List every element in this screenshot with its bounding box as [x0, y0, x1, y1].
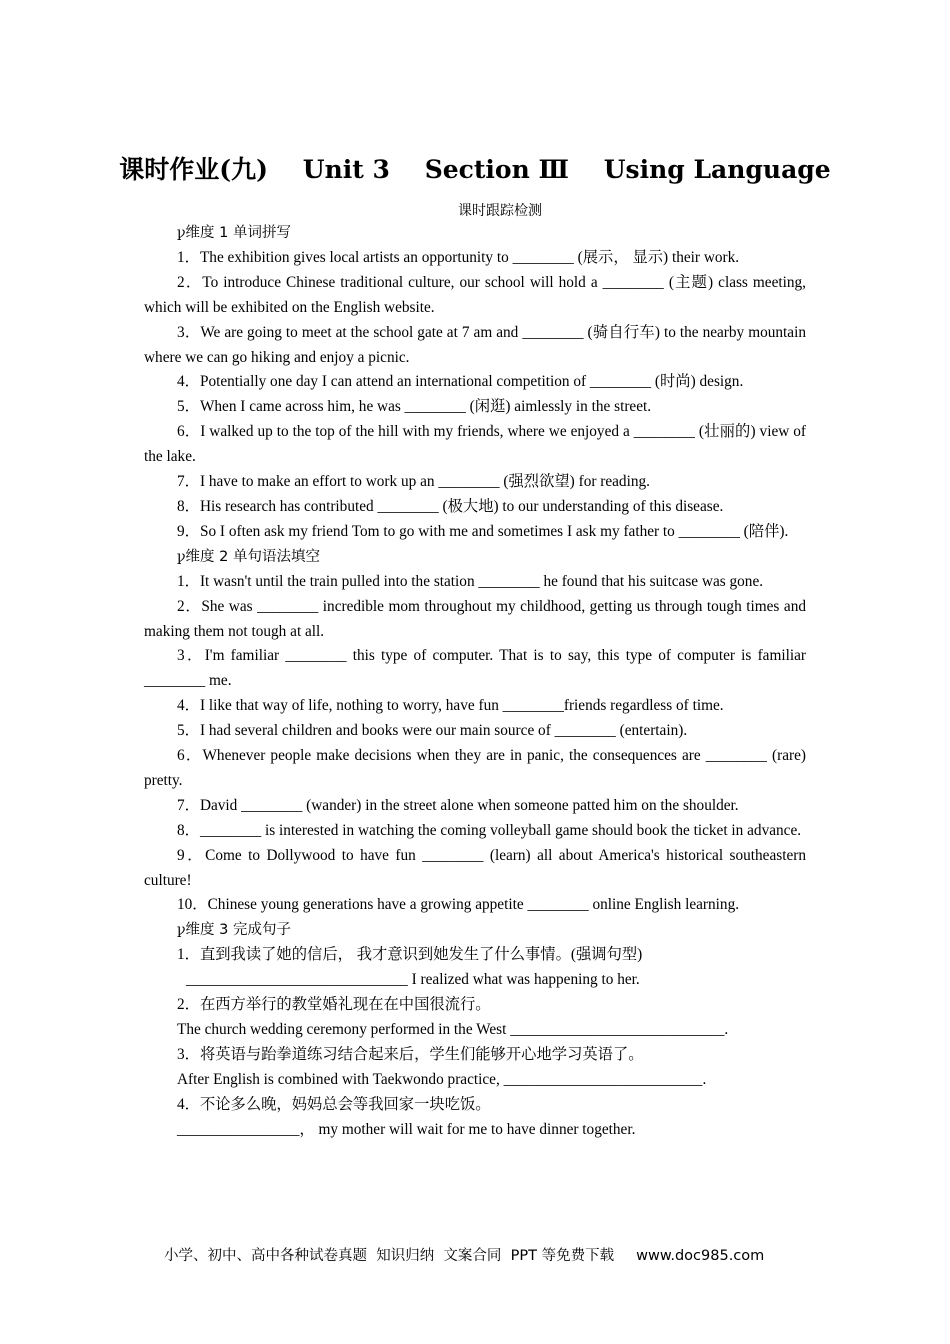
exercise-item: 2．She was ________ incredible mom throughout my childhood, getting us through tough times and making them not tough at all. [144, 597, 806, 640]
translation-prompt: 4．不论多么晚，妈妈总会等我回家一块吃饭。 [177, 1095, 491, 1113]
exercise-item: 2．To introduce Chinese traditional culture, our school will hold a ________ (主题) class meeting, which will be exhibited on the English website. [144, 273, 806, 316]
exercise-item: 5．I had several children and books were our main source of ________ (entertain). [177, 722, 688, 740]
page-title: 课时作业(九) Unit 3 Section Ⅲ Using Language [119, 155, 831, 184]
exercise-item: 8．________ is interested in watching the coming volleyball game should book the ticket in advance. [177, 821, 802, 839]
exercise-item: 6．I walked up to the top of the hill with my friends, where we enjoyed a ________ (壮丽的) view of the lake. [144, 423, 806, 466]
section-heading-1: ꝩ维度 1 单词拼写 [177, 225, 291, 241]
translation-prompt: 1．直到我读了她的信后， 我才意识到她发生了什么事情。(强调句型) [177, 946, 643, 964]
section-heading-3: ꝩ维度 3 完成句子 [177, 922, 291, 939]
exercise-item: 9．Come to Dollywood to have fun ________ (learn) all about America's historical southeastern culture! [144, 846, 806, 889]
translation-answer-line: ________________， my mother will wait for me to have dinner together. [177, 1120, 636, 1138]
section-marker-icon: ꝩ [177, 922, 186, 939]
translation-prompt: 2．在西方举行的教堂婚礼现在在中国很流行。 [177, 996, 491, 1014]
translation-answer-line: The church wedding ceremony performed in the West ____________________________. [177, 1021, 729, 1038]
page-subtitle: 课时跟踪检测 [458, 203, 542, 219]
exercise-item: 3．I'm familiar ________ this type of computer. That is to say, this type of computer is familiar ________ me. [144, 647, 806, 690]
page-footer [164, 1244, 864, 1265]
exercise-item: 4．Potentially one day I can attend an international competition of ________ (时尚) design. [177, 373, 744, 391]
exercise-item: 8．His research has contributed ________ (极大地) to our understanding of this disease. [177, 497, 724, 515]
exercise-item: 4．I like that way of life, nothing to worry, have fun ________friends regardless of time. [177, 697, 724, 715]
exercise-item: 5．When I came across him, he was ________ (闲逛) aimlessly in the street. [177, 398, 652, 416]
exercise-item: 1．The exhibition gives local artists an opportunity to ________ (展示， 显示) their work. [177, 248, 740, 266]
section-heading-2: ꝩ维度 2 单句语法填空 [177, 548, 320, 565]
translation-answer-line: After English is combined with Taekwondo practice, __________________________. [177, 1070, 707, 1088]
exercise-item: 3．We are going to meet at the school gate at 7 am and ________ (骑自行车) to the nearby mountain where we can go hiking and enjoy a picnic. [144, 323, 806, 366]
translation-answer-line: _____________________________ I realized what was happening to her. [186, 971, 640, 989]
footer-text: 小学、初中、高中各种试卷真题 知识归纳 文案合同 PPT 等免费下载 [164, 1248, 615, 1264]
translation-prompt: 3．将英语与跆拳道练习结合起来后，学生们能够开心地学习英语了。 [177, 1045, 644, 1063]
exercise-item: 1．It wasn't until the train pulled into the station ________ he found that his suitcase was gone. [177, 572, 764, 590]
section-marker-icon: ꝩ [177, 225, 186, 241]
exercise-content [144, 221, 806, 1143]
exercise-item: 9．So I often ask my friend Tom to go with me and sometimes I ask my father to ________ (陪伴). [177, 522, 789, 540]
footer-site-link[interactable]: www.doc985.com [636, 1248, 765, 1264]
exercise-item: 6．Whenever people make decisions when they are in panic, the consequences are ________ (rare) pretty. [144, 747, 806, 789]
exercise-item: 7．I have to make an effort to work up an ________ (强烈欲望) for reading. [177, 473, 650, 491]
exercise-item: 7．David ________ (wander) in the street alone when someone patted him on the shoulder. [177, 796, 739, 814]
section-marker-icon: ꝩ [177, 548, 186, 565]
exercise-item: 10．Chinese young generations have a growing appetite ________ online English learning. [177, 896, 740, 914]
